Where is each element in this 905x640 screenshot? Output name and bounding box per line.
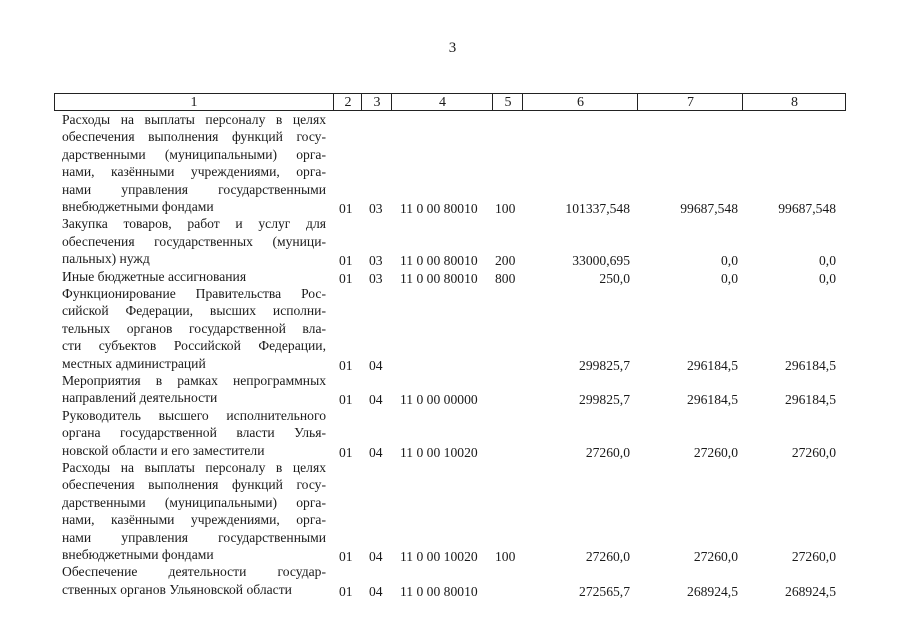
row-col-8: 268924,5	[785, 583, 836, 599]
row-col-6: 27260,0	[585, 444, 630, 460]
row-col-3: 04	[369, 583, 383, 599]
header-col-4: 4	[391, 94, 493, 110]
row-col-3: 03	[369, 253, 383, 269]
row-name-line: новской области и его заместители	[62, 442, 265, 458]
table-row	[0, 407, 905, 459]
row-name-line: сти субъектов Российской Федерации,	[62, 338, 326, 354]
row-name	[62, 268, 326, 285]
row-name-line: Функционирование Правительства Рос-	[62, 286, 326, 301]
row-name-line: обеспечения выполнения функций госу-	[62, 477, 326, 493]
row-col-2: 01	[339, 392, 353, 408]
row-col-3: 03	[369, 201, 383, 216]
table-row	[0, 563, 905, 598]
row-col-2: 01	[339, 357, 353, 373]
table-row	[0, 285, 905, 372]
row-col-7: 0,0	[721, 253, 738, 269]
row-name-line: нами управления государственными	[62, 529, 326, 545]
table-header	[54, 93, 846, 111]
row-col-6: 101337,548	[565, 201, 630, 216]
row-name-line: пальных) нужд	[62, 251, 150, 267]
row-name-line: нами, казёнными учреждениями, орга-	[62, 164, 326, 180]
row-col-4: 11 0 00 80010	[400, 270, 478, 286]
row-col-3: 04	[369, 444, 383, 460]
row-col-8: 296184,5	[785, 392, 836, 408]
row-name	[62, 285, 326, 372]
row-col-6: 299825,7	[579, 357, 630, 373]
row-col-4: 11 0 00 80010	[400, 253, 478, 269]
header-col-6: 6	[522, 94, 638, 110]
row-name-line: внебюджетными фондами	[62, 199, 214, 215]
row-col-5: 800	[495, 270, 516, 286]
row-name-line: обеспечения выполнения функций госу-	[62, 129, 326, 145]
header-col-7: 7	[637, 94, 743, 110]
row-col-7: 0,0	[721, 270, 738, 286]
row-col-6: 250,0	[599, 270, 630, 286]
row-name-line: Руководитель высшего исполнительного	[62, 407, 326, 423]
table-row	[0, 459, 905, 563]
page-number: 3	[448, 40, 457, 56]
row-col-2: 01	[339, 253, 353, 269]
row-col-8: 99687,548	[778, 201, 836, 216]
row-col-8: 0,0	[819, 270, 836, 286]
table-row	[0, 111, 905, 215]
row-col-4: 11 0 00 10020	[400, 444, 478, 460]
row-name-line: сийской Федерации, высших исполни-	[62, 303, 326, 319]
row-name	[62, 372, 326, 407]
row-name-line: Расходы на выплаты персоналу в целях	[62, 112, 326, 127]
row-name-line: нами, казёнными учреждениями, орга-	[62, 512, 326, 528]
header-col-2: 2	[333, 94, 362, 110]
row-name	[62, 215, 326, 267]
header-col-3: 3	[361, 94, 392, 110]
table-row	[0, 372, 905, 407]
row-col-8: 27260,0	[791, 549, 836, 564]
row-name-line: местных администраций	[62, 355, 206, 371]
row-col-3: 04	[369, 357, 383, 373]
table-row	[0, 268, 905, 285]
row-col-7: 296184,5	[687, 392, 738, 408]
row-name-line: Закупка товаров, работ и услуг для	[62, 216, 326, 232]
row-name	[62, 111, 326, 215]
row-col-7: 268924,5	[687, 583, 738, 599]
row-col-4: 11 0 00 80010	[400, 201, 478, 216]
row-col-7: 99687,548	[680, 201, 738, 216]
row-name-line: тельных органов государственной вла-	[62, 320, 326, 336]
row-col-7: 296184,5	[687, 357, 738, 373]
header-col-1: 1	[190, 95, 198, 110]
header-col-8: 8	[742, 94, 846, 110]
row-col-5: 100	[495, 549, 516, 564]
header-col-5: 5	[492, 94, 523, 110]
row-col-5: 200	[495, 253, 516, 269]
row-name-line: дарственными (муниципальными) орга-	[62, 494, 326, 510]
row-col-8: 27260,0	[791, 444, 836, 460]
row-col-6: 272565,7	[579, 583, 630, 599]
row-name-line: внебюджетными фондами	[62, 547, 214, 563]
row-name-line: дарственными (муниципальными) орга-	[62, 146, 326, 162]
row-name	[62, 459, 326, 563]
row-name-line: обеспечения государственных (муници-	[62, 233, 326, 249]
row-name-line: направлений деятельности	[62, 390, 218, 406]
row-name-line: органа государственной власти Улья-	[62, 425, 326, 441]
row-col-2: 01	[339, 583, 353, 599]
row-name-line: ственных органов Ульяновской области	[62, 581, 292, 597]
row-col-6: 27260,0	[585, 549, 630, 564]
table-row	[0, 215, 905, 267]
row-col-3: 04	[369, 549, 383, 564]
row-col-3: 03	[369, 270, 383, 286]
row-col-2: 01	[339, 201, 353, 216]
row-col-6: 299825,7	[579, 392, 630, 408]
row-name-line: Расходы на выплаты персоналу в целях	[62, 460, 326, 475]
row-col-8: 296184,5	[785, 357, 836, 373]
row-col-8: 0,0	[819, 253, 836, 269]
row-col-7: 27260,0	[693, 549, 738, 564]
row-name-line: Иные бюджетные ассигнования	[62, 268, 247, 284]
row-name	[62, 407, 326, 459]
row-name	[62, 563, 326, 598]
row-col-7: 27260,0	[693, 444, 738, 460]
row-col-4: 11 0 00 00000	[400, 392, 478, 408]
row-name-line: Обеспечение деятельности государ-	[62, 564, 326, 580]
row-col-2: 01	[339, 549, 353, 564]
row-col-4: 11 0 00 10020	[400, 549, 478, 564]
row-col-6: 33000,695	[572, 253, 630, 269]
row-col-2: 01	[339, 444, 353, 460]
row-name-line: Мероприятия в рамках непрограммных	[62, 373, 326, 388]
row-col-4: 11 0 00 80010	[400, 583, 478, 599]
row-col-2: 01	[339, 270, 353, 286]
row-col-5: 100	[495, 201, 516, 216]
row-name-line: нами управления государственными	[62, 181, 326, 197]
row-col-3: 04	[369, 392, 383, 408]
